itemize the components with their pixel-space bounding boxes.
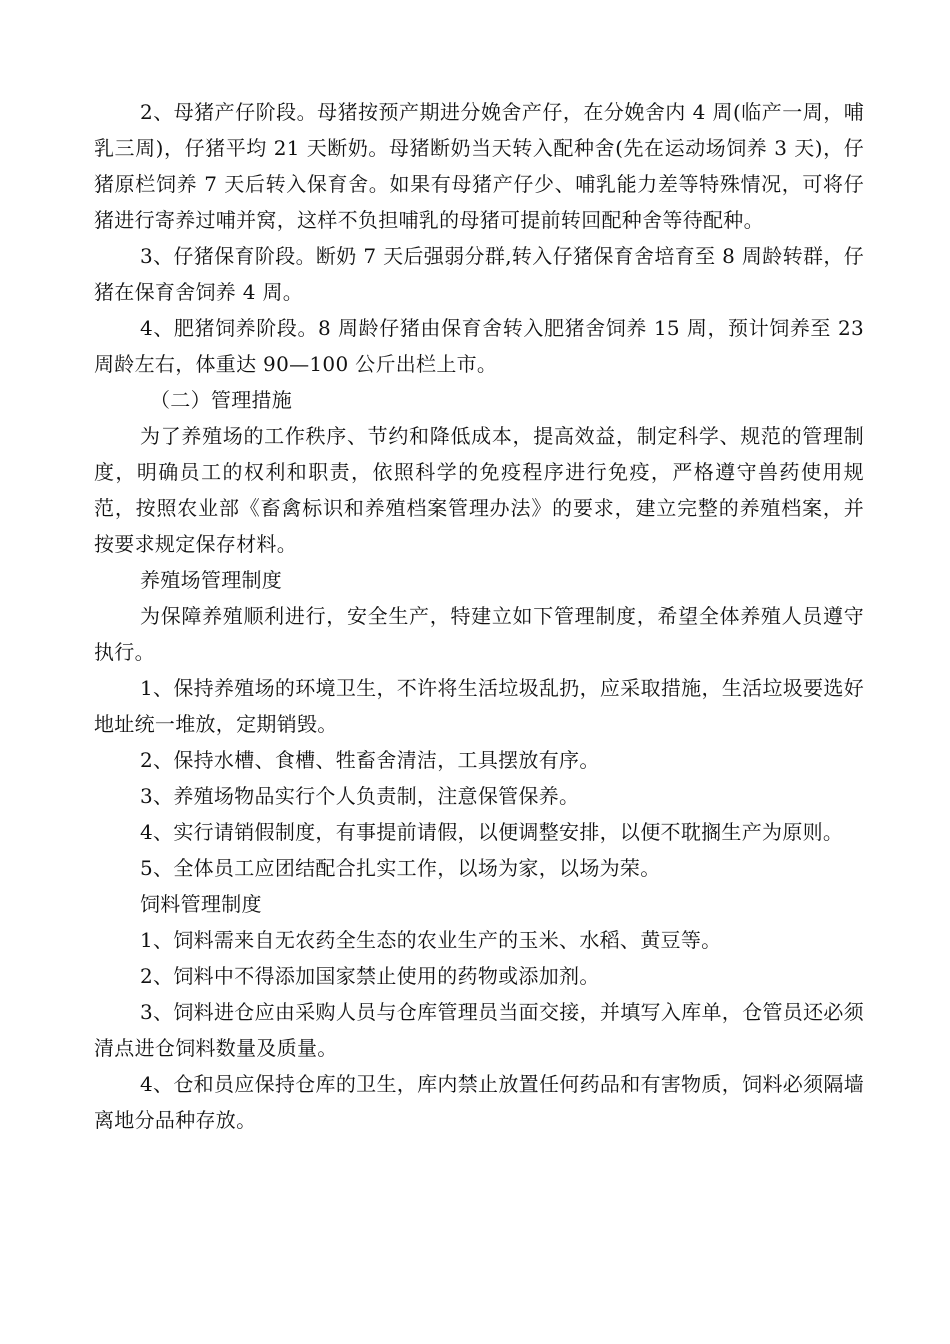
feed-rule-item-4: 4、仓和员应保持仓库的卫生，库内禁止放置任何药品和有害物质，饲料必须隔墙离地分品种存放。 <box>94 1072 864 1132</box>
paragraph-management-intro: 为了养殖场的工作秩序、节约和降低成本，提高效益，制定科学、规范的管理制度，明确员工的权利和职责，依照科学的免疫程序进行免疫，严格遵守兽药使用规范，按照农业部《畜禽标识和养殖档案管理办法》的要求，建立完整的养殖档案，并按要求规定保存材料。 <box>94 424 864 556</box>
farm-rule-item-1: 1、保持养殖场的环境卫生，不许将生活垃圾乱扔，应采取措施，生活垃圾要选好地址统一堆放，定期销毁。 <box>94 676 864 736</box>
document-body <box>94 94 864 1138</box>
paragraph-sow-farrowing: 2、母猪产仔阶段。母猪按预产期进分娩舍产仔，在分娩舍内 4 周(临产一周，哺乳三周)，仔猪平均 21 天断奶。母猪断奶当天转入配种舍(先在运动场饲养 3 天)，仔猪原栏饲养 7 天后转入保育舍。如果有母猪产仔少、哺乳能力差等特殊情况，可将仔猪进行寄养过哺并窝，这样不负担哺乳的母猪可提前转回配种舍等待配种。 <box>94 100 864 232</box>
farm-rule-item-3: 3、养殖场物品实行个人负责制，注意保管保养。 <box>140 784 580 808</box>
farm-rule-item-4: 4、实行请销假制度，有事提前请假，以便调整安排，以便不耽搁生产为原则。 <box>140 820 844 844</box>
farm-rule-item-5: 5、全体员工应团结配合扎实工作，以场为家，以场为荣。 <box>140 856 661 880</box>
feed-rule-item-1: 1、饲料需来自无农药全生态的农业生产的玉米、水稻、黄豆等。 <box>140 928 722 952</box>
paragraph-fattening: 4、肥猪饲养阶段。8 周龄仔猪由保育舍转入肥猪舍饲养 15 周，预计饲养至 23 周龄左右，体重达 90—100 公斤出栏上市。 <box>94 316 864 376</box>
paragraph-farm-rules-intro: 为保障养殖顺利进行，安全生产，特建立如下管理制度，希望全体养殖人员遵守执行。 <box>94 604 864 664</box>
paragraph-piglet-nursery: 3、仔猪保育阶段。断奶 7 天后强弱分群,转入仔猪保育舍培育至 8 周龄转群，仔猪在保育舍饲养 4 周。 <box>94 244 864 304</box>
heading-feed-management-rules: 饲料管理制度 <box>140 892 262 916</box>
section-heading-management-measures: （二）管理措施 <box>150 388 293 412</box>
heading-farm-management-rules: 养殖场管理制度 <box>140 568 283 592</box>
feed-rule-item-2: 2、饲料中不得添加国家禁止使用的药物或添加剂。 <box>140 964 600 988</box>
feed-rule-item-3: 3、饲料进仓应由采购人员与仓库管理员当面交接，并填写入库单，仓管员还必须清点进仓饲料数量及质量。 <box>94 1000 864 1060</box>
farm-rule-item-2: 2、保持水槽、食槽、牲畜舍清洁，工具摆放有序。 <box>140 748 600 772</box>
